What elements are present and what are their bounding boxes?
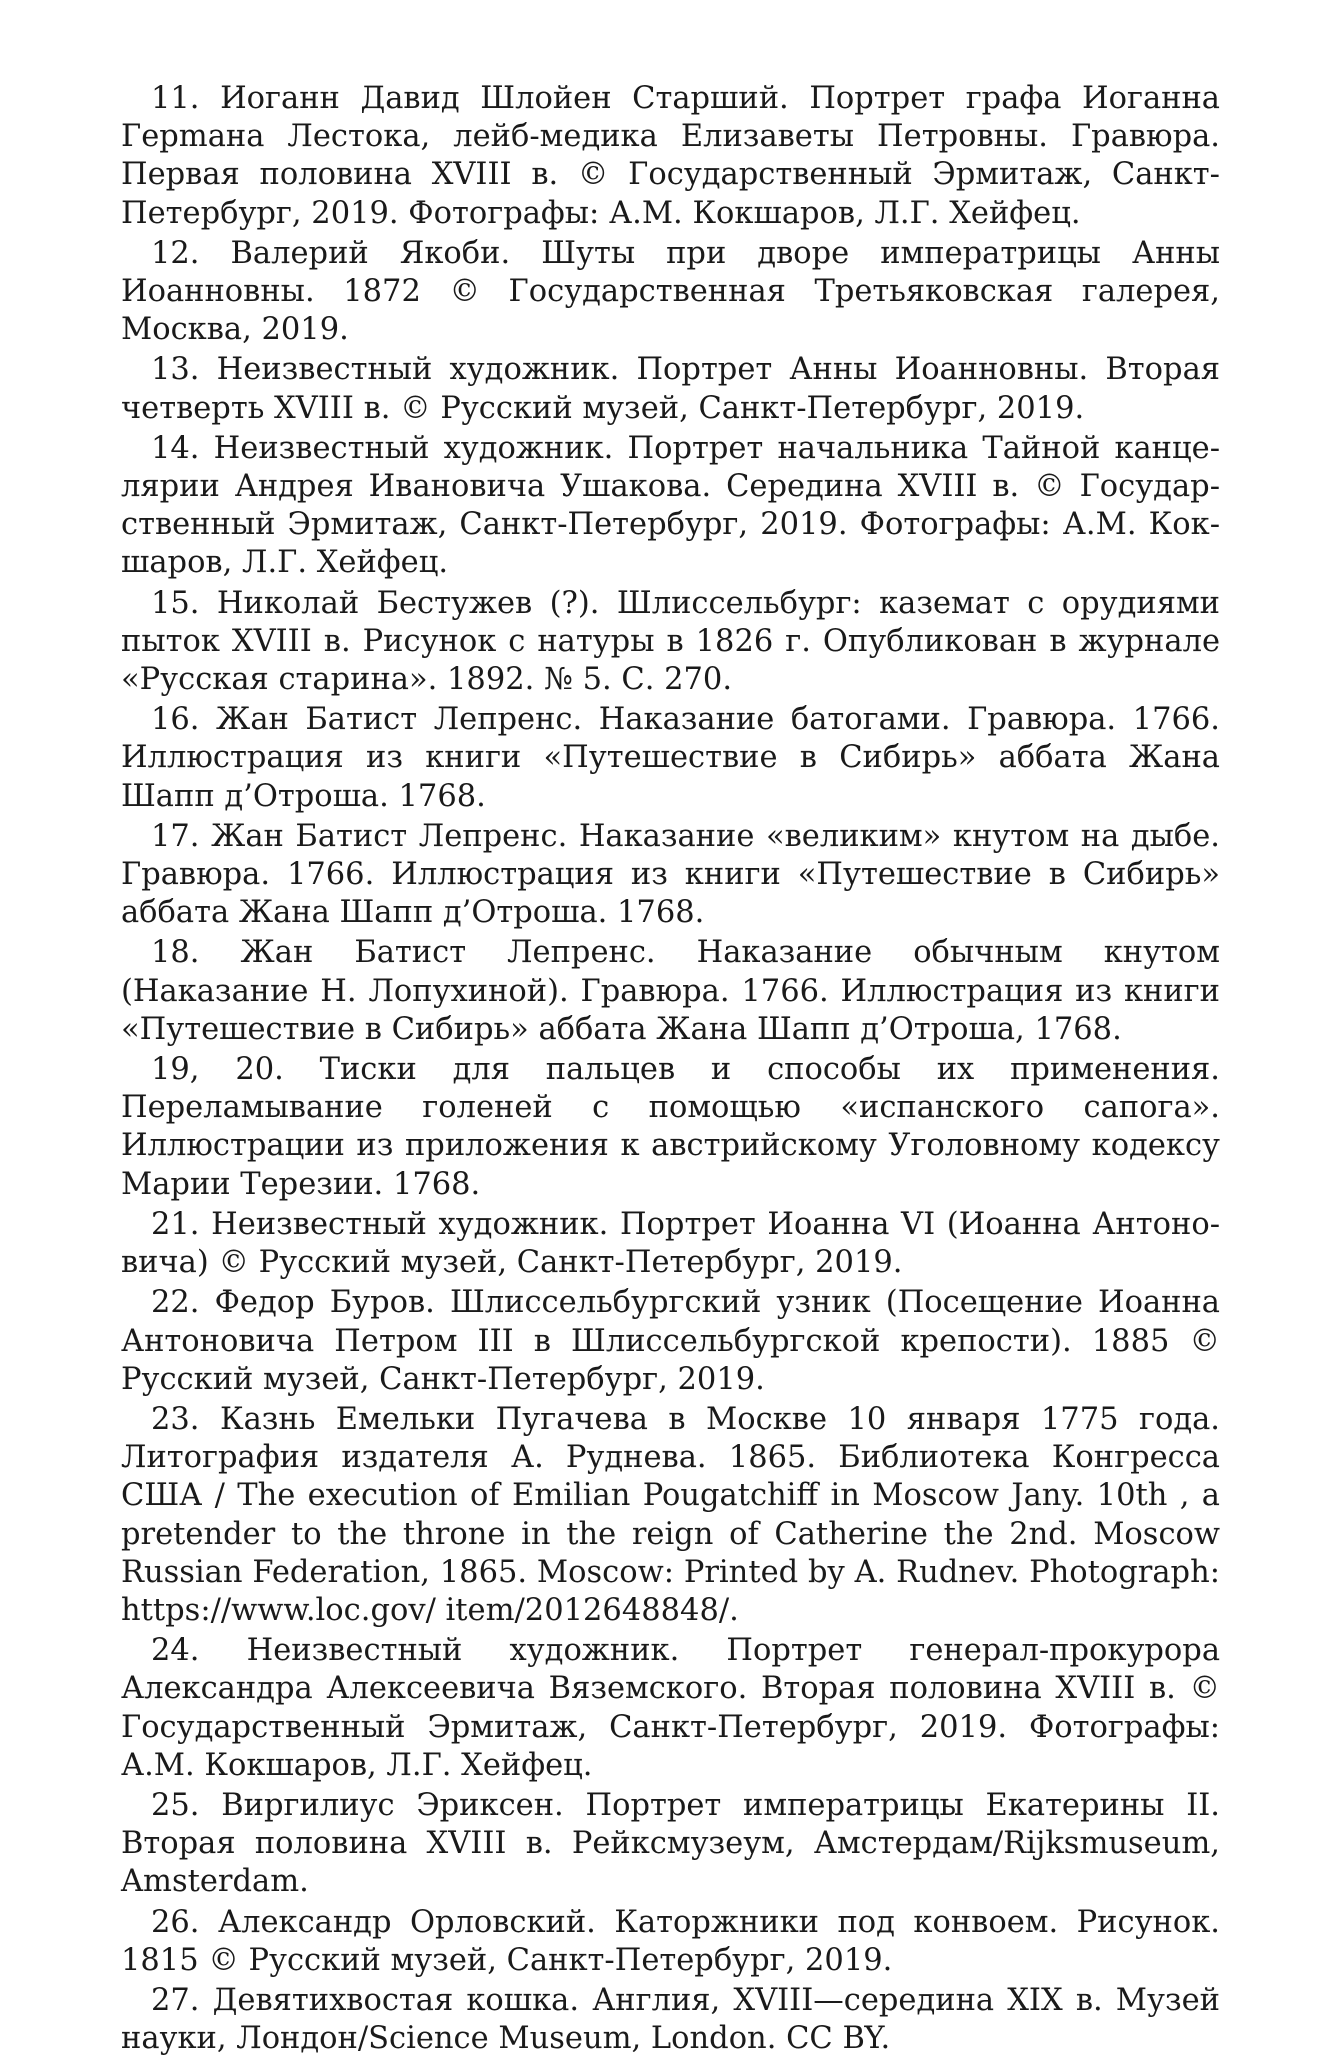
caption-entry-14: 14. Неизвестный художник. Портрет начальника Тайной канцелярии Андрея Ивановича Ушакова. Середина XVIII в. © Государственный Эрмитаж, Санкт-Петербург, 2019. Фотографы: А.М. Кокшаров, Л.Г. Хейфец. bbox=[121, 430, 1220, 581]
caption-entry-17: 17. Жан Батист Лепренс. Наказание «великим» кнутом на дыбе. Гравюра. 1766. Иллюстрация из книги «Путешествие в Сибирь» аббата Жана Шапп д’Отроша. 1768. bbox=[121, 818, 1220, 931]
caption-entry-21: 21. Неизвестный художник. Портрет Иоанна VI (Иоанна Антоновича) © Русский музей, Санкт-Петербург, 2019. bbox=[121, 1206, 1220, 1281]
caption-entry-11: 11. Иоганн Давид Шлойен Старший. Портрет графа Иоганна Герmана Лестока, лейб-медика Елизаветы Петровны. Гравюра. Первая половина XVIII в. © Государственный Эрмитаж, Санкт-Петербург, 2019. Фотографы: А.М. Кокшаров, Л.Г. Хейфец. bbox=[121, 81, 1220, 231]
captions-list bbox=[121, 80, 1220, 2060]
caption-entry-22: 22. Федор Буров. Шлиссельбургский узник (Посещение Иоанна Антоновича Петром III в Шлиссельбургской крепости). 1885 © Русский музей, Санкт-Петербург, 2019. bbox=[121, 1285, 1220, 1397]
caption-entry-19-20: 19, 20. Тиски для пальцев и способы их применения. Переламывание голеней с помощью «испанского сапога». Иллюстрации из приложения к австрийскому Уголовному кодексу Марии Терезии. 1768. bbox=[121, 1052, 1220, 1202]
caption-entry-25: 25. Виргилиус Эриксен. Портрет императрицы Екатерины II. Вторая половина XVIII в. Рейксмузеум, Амстердам/Rijksmuseum, Amsterdam. bbox=[121, 1787, 1220, 1900]
caption-entry-27: 27. Девятихвостая кошка. Англия, XVIII—середина XIX в. Музей науки, Лондон/Science Museum, London. CC BY. bbox=[121, 1982, 1220, 2057]
caption-entry-16: 16. Жан Батист Лепренс. Наказание батогами. Гравюра. 1766. Иллюстрация из книги «Путешествие в Сибирь» аббата Жана Шапп д’Отроша. 1768. bbox=[121, 702, 1220, 814]
caption-entry-15: 15. Николай Бестужев (?). Шлиссельбург: каземат с орудиями пыток XVIII в. Рисунок с натуры в 1826 г. Опубликован в журнале «Русская старина». 1892. № 5. С. 270. bbox=[121, 585, 1220, 698]
caption-entry-24: 24. Неизвестный художник. Портрет генерал-прокурора Александра Алексеевича Вяземского. Вторая половина XVIII в. © Государственный Эрмитаж, Санкт-Петербург, 2019. Фотографы: А.М. Кокшаров, Л.Г. Хейфец. bbox=[121, 1633, 1220, 1783]
caption-entry-13: 13. Неизвестный художник. Портрет Анны Иоанновны. Вторая четверть XVIII в. © Русский музей, Санкт-Петербург, 2019. bbox=[121, 352, 1220, 426]
caption-entry-18: 18. Жан Батист Лепренс. Наказание обычным кнутом (Наказание Н. Лопухиной). Гравюра. 1766. Иллюстрация из книги «Путешествие в Сибирь» аббата Жана Шапп д’Отроша, 1768. bbox=[121, 935, 1220, 1047]
caption-entry-26: 26. Александр Орловский. Каторжники под конвоем. Рисунок. 1815 © Русский музей, Санкт-Петербург, 2019. bbox=[121, 1904, 1220, 1978]
caption-entry-12: 12. Валерий Якоби. Шуты при дворе императрицы Анны Иоанновны. 1872 © Государственная Третьяковская галерея, Москва, 2019. bbox=[121, 235, 1220, 348]
caption-entry-23: 23. Казнь Емельки Пугачева в Москве 10 января 1775 года. Литография издателя А. Руднева. 1865. Библиотека Конгресса США / The execution of Emilian Pougatchiff in Moscow Jany. 10th , a pretender to the throne in the reign of Catherine the 2nd. Moscow Russian Federation, 1865. Moscow: Printed by A. Rudnev. Photograph: https://www.loc.gov/ item/2012648848/. bbox=[121, 1401, 1220, 1628]
